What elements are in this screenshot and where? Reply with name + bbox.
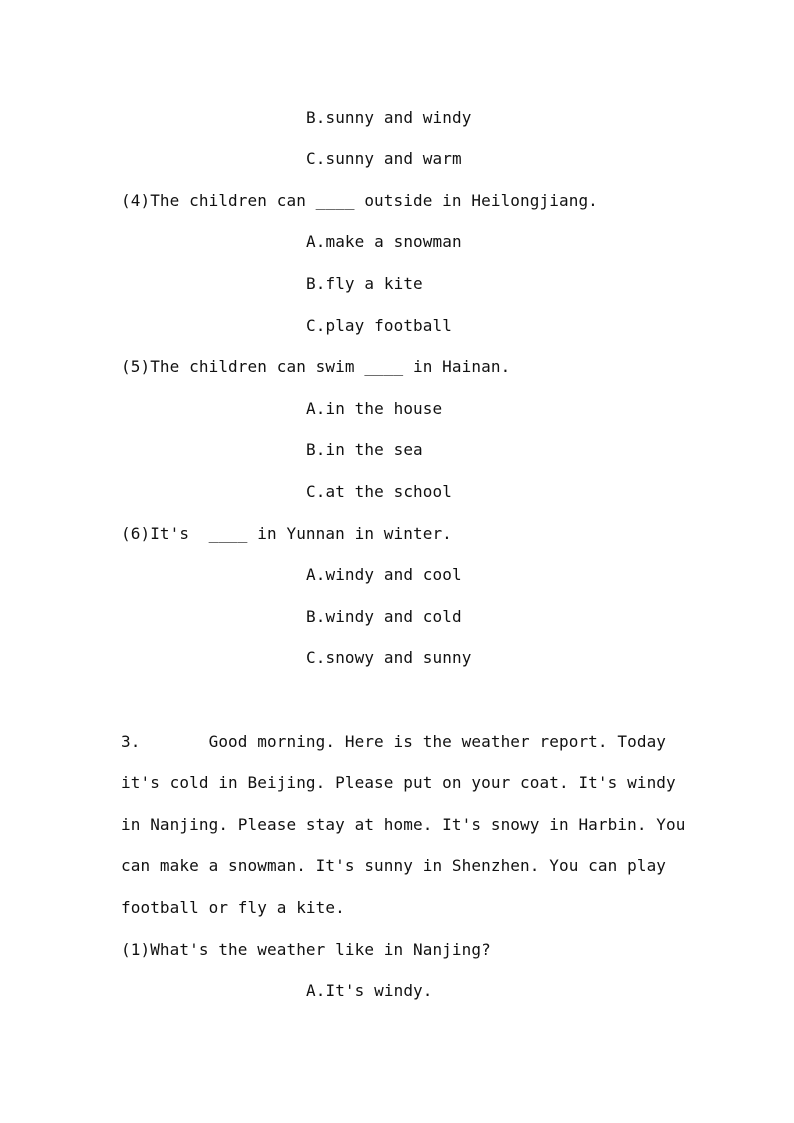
passage-line-1: 3. Good morning. Here is the weather report. Today (121, 732, 667, 751)
passage-line-5: football or fly a kite. (121, 898, 345, 917)
option-4b: B.fly a kite (306, 274, 423, 293)
option-5b: B.in the sea (306, 440, 423, 459)
question-6: (6)It's ____ in Yunnan in winter. (121, 524, 452, 543)
option-c-prev: C.sunny and warm (306, 149, 462, 168)
option-5a: A.in the house (306, 399, 443, 418)
passage-line-2: it's cold in Beijing. Please put on your coat. It's windy (121, 773, 676, 792)
question-4: (4)The children can ____ outside in Heilongjiang. (121, 191, 598, 210)
passage-line-3: in Nanjing. Please stay at home. It's snowy in Harbin. You (121, 815, 686, 834)
option-3-1a: A.It's windy. (306, 981, 433, 1000)
option-6c: C.snowy and sunny (306, 648, 472, 667)
passage-line-4: can make a snowman. It's sunny in Shenzhen. You can play (121, 856, 667, 875)
option-4c: C.play football (306, 316, 452, 335)
option-4b-prev: B.sunny and windy (306, 108, 472, 127)
option-5c: C.at the school (306, 482, 452, 501)
option-6b: B.windy and cold (306, 607, 462, 626)
option-4a: A.make a snowman (306, 232, 462, 251)
question-3-1: (1)What's the weather like in Nanjing? (121, 940, 491, 959)
question-5: (5)The children can swim ____ in Hainan. (121, 357, 511, 376)
option-6a: A.windy and cool (306, 565, 462, 584)
